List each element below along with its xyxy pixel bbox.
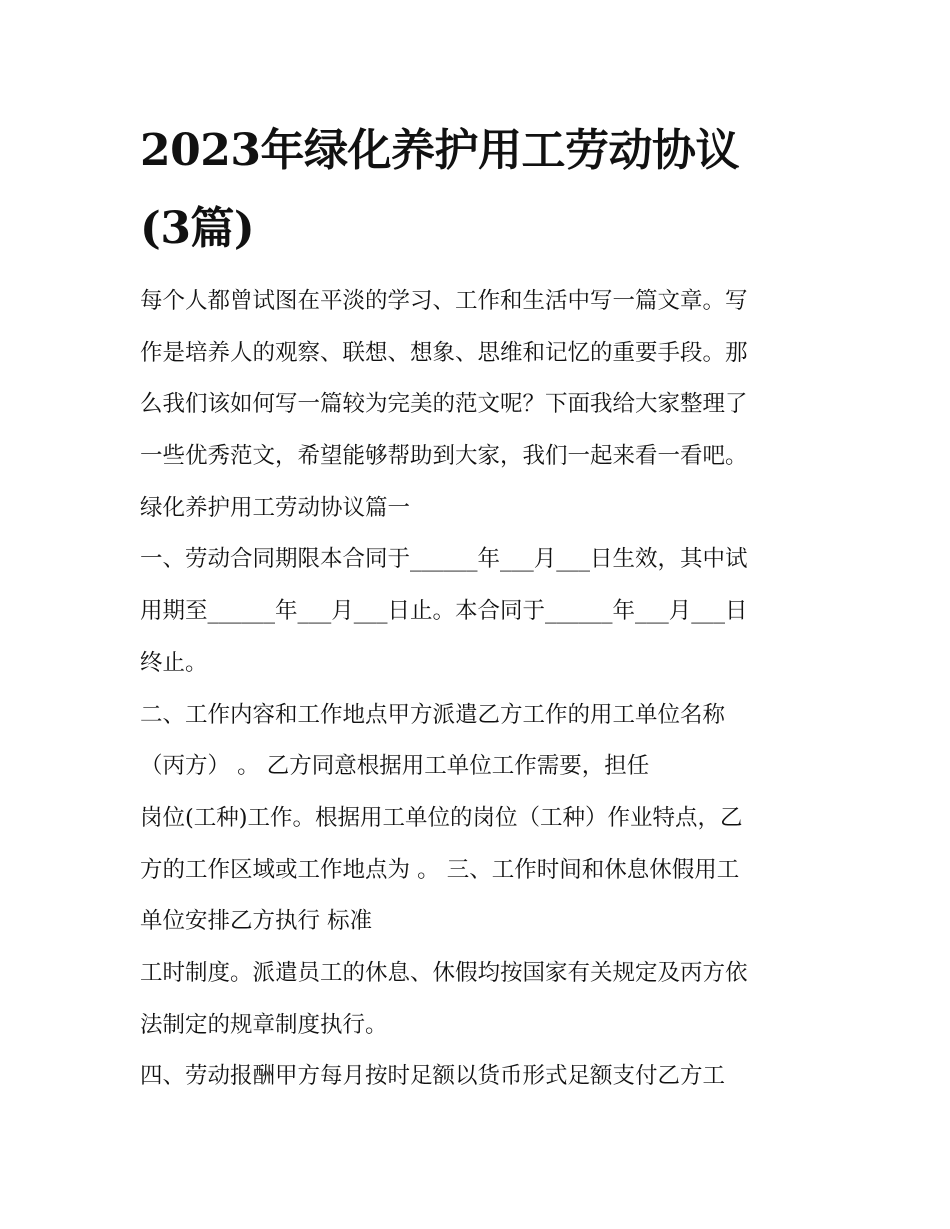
clause-2-line: 单位安排乙方执行 标准 xyxy=(140,908,373,935)
document-body xyxy=(140,276,812,1103)
intro-line: 作是培养人的观察、联想、想象、思维和记忆的重要手段。那 xyxy=(140,339,748,366)
intro-line: 每个人都曾试图在平淡的学习、工作和生活中写一篇文章。写 xyxy=(140,288,748,314)
clause-2-line: 二、工作内容和工作地点甲方派遣乙方工作的用工单位名称 xyxy=(140,701,726,728)
clause-2-paragraph xyxy=(140,690,812,1052)
clause-4-line: 四、劳动报酬甲方每月按时足额以货币形式足额支付乙方工 xyxy=(140,1063,726,1090)
clause-1-line: 用期至______年___月___日止。本合同于______年___月___日 xyxy=(140,598,748,625)
clause-2-line: 岗位(工种)工作。根据用工单位的岗位（工种）作业特点，乙 xyxy=(140,804,743,831)
clause-2-line: 方的工作区域或工作地点为 。 三、工作时间和休息休假用工 xyxy=(140,856,740,883)
document-title xyxy=(140,112,812,268)
clause-2-line: 法制定的规章制度执行。 xyxy=(140,1011,388,1038)
clause-1-line: 一、劳动合同期限本合同于______年___月___日生效，其中试 xyxy=(140,546,748,573)
clause-1-line: 终止。 xyxy=(140,649,208,676)
document-page xyxy=(140,112,812,1103)
clause-2-line: 工时制度。派遣员工的休息、休假均按国家有关规定及丙方依 xyxy=(140,959,748,986)
title-line-1: 2023年绿化养护用工劳动协议 xyxy=(140,125,739,176)
clause-4-paragraph xyxy=(140,1051,812,1103)
section-heading-text: 绿化养护用工劳动协议篇一 xyxy=(140,494,411,521)
clause-1-paragraph xyxy=(140,534,812,689)
intro-paragraph xyxy=(140,276,812,483)
title-line-2: (3篇) xyxy=(140,203,255,254)
intro-line: 一些优秀范文，希望能够帮助到大家，我们一起来看一看吧。 xyxy=(140,443,748,470)
clause-2-line: （丙方） 。 乙方同意根据用工单位工作需要，担任 xyxy=(140,753,650,780)
intro-line: 么我们该如何写一篇较为完美的范文呢？下面我给大家整理了 xyxy=(140,391,748,418)
section-heading xyxy=(140,483,812,535)
